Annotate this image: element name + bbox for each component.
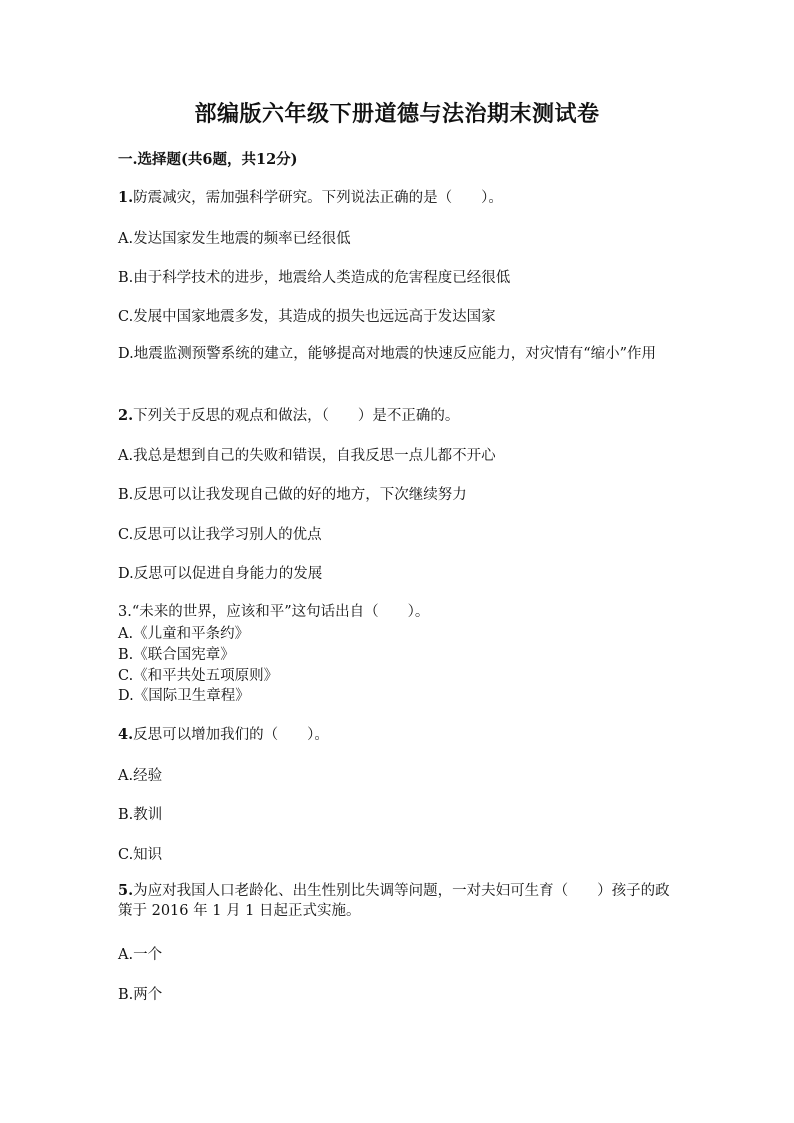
question-text: 为应对我国人口老龄化、出生性别比失调等问题，一对夫妇可生育（ ）孩子的政策于 2016 年 1 月 1 日起正式实施。 [118, 883, 670, 919]
question-2-stem [118, 404, 459, 425]
question-number: 3. [118, 604, 132, 620]
question-4-option-b: B.教训 [118, 807, 163, 823]
question-3-option-d: D.《国际卫生章程》 [118, 688, 250, 704]
question-1-option-c: C.发展中国家地震多发，其造成的损失也远远高于发达国家 [118, 309, 496, 325]
question-text: 反思可以增加我们的（ ）。 [133, 727, 329, 743]
question-text: 下列关于反思的观点和做法，（ ）是不正确的。 [133, 408, 460, 424]
question-text: 防震减灾，需加强科学研究。下列说法正确的是（ ）。 [133, 190, 503, 206]
page-title: 部编版六年级下册道德与法治期末测试卷 [194, 101, 600, 127]
question-2-option-b: B.反思可以让我发现自己做的好的地方，下次继续努力 [118, 487, 467, 503]
section-heading: 一.选择题(共6题，共12分) [118, 151, 298, 168]
question-1-option-a: A.发达国家发生地震的频率已经很低 [118, 231, 351, 247]
question-2-option-d: D.反思可以促进自身能力的发展 [118, 566, 323, 582]
question-number: 2. [118, 407, 134, 424]
question-1-stem [118, 186, 503, 207]
question-3-option-c: C.《和平共处五项原则》 [118, 668, 279, 684]
question-3-option-a: A.《儿童和平条约》 [118, 626, 250, 642]
question-1-option-d: D.地震监测预警系统的建立，能够提高对地震的快速反应能力，对灾情有“缩小”作用 [118, 346, 657, 362]
question-text: “未来的世界，应该和平”这句话出自（ ）。 [131, 604, 430, 620]
question-4-option-a: A.经验 [118, 768, 163, 784]
question-3-option-b: B.《联合国宪章》 [118, 647, 235, 663]
question-4-stem [118, 723, 329, 744]
question-5-option-b: B.两个 [118, 987, 163, 1003]
question-number: 4. [118, 726, 134, 743]
question-number: 5. [118, 882, 134, 899]
question-4-option-c: C.知识 [118, 847, 163, 863]
question-2-option-c: C.反思可以让我学习别人的优点 [118, 527, 322, 543]
question-5-stem [118, 881, 678, 921]
question-1-option-b: B.由于科学技术的进步，地震给人类造成的危害程度已经很低 [118, 270, 511, 286]
question-2-option-a: A.我总是想到自己的失败和错误，自我反思一点儿都不开心 [118, 448, 496, 464]
question-5-option-a: A.一个 [118, 947, 163, 963]
question-number: 1. [118, 189, 134, 206]
question-3-stem [118, 600, 429, 621]
